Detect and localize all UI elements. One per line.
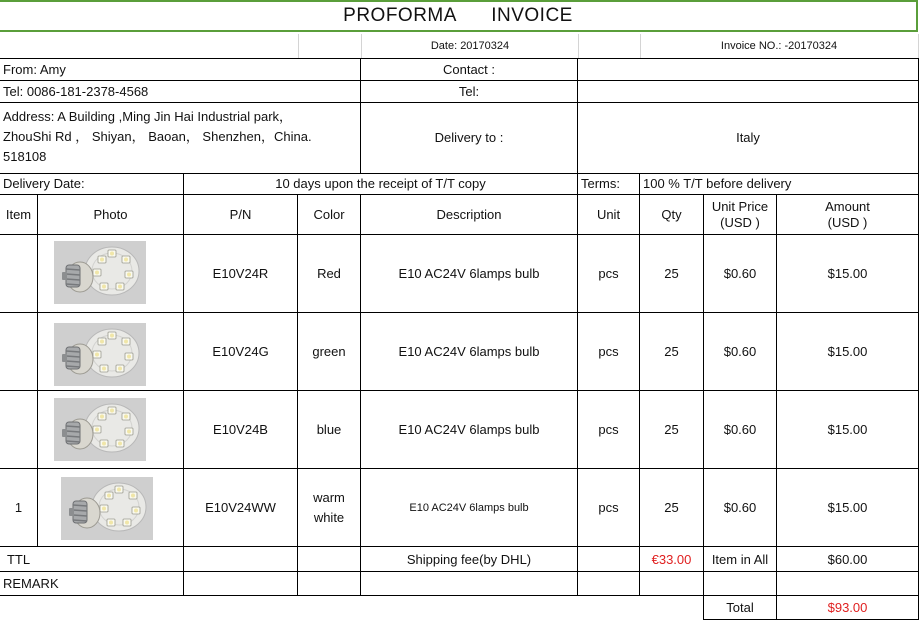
- terms-label: Terms:: [581, 176, 620, 191]
- row-item: [0, 313, 37, 391]
- row-unit: pcs: [598, 422, 619, 437]
- grid-line: [0, 546, 919, 547]
- row-color: [298, 235, 360, 313]
- led-chip-dot: [124, 415, 128, 419]
- grid-line: [703, 194, 704, 620]
- row-color: [298, 391, 360, 469]
- grid-line: [0, 468, 919, 469]
- row-unit-price: $0.60: [723, 500, 757, 515]
- delivery-to-value: Italy: [736, 130, 760, 145]
- address-line-3: 518108: [3, 149, 47, 164]
- date-cell: Date: 20170324: [430, 40, 510, 52]
- screw-thread: [73, 510, 87, 511]
- row-unit: pcs: [598, 500, 619, 515]
- tel-from-cell: Tel: 0086-181-2378-4568: [3, 84, 149, 99]
- delivery-to-label: Delivery to :: [434, 130, 504, 145]
- header-amount: [777, 195, 918, 235]
- grid-line: [0, 571, 919, 572]
- header-item: Item: [5, 207, 32, 222]
- contact-label: Contact :: [442, 62, 496, 77]
- led-bulb-image: [61, 477, 153, 540]
- grid-line: [918, 58, 919, 620]
- screw-thread: [66, 366, 80, 367]
- row-amount: $15.00: [827, 500, 868, 515]
- led-chip-dot: [95, 271, 99, 275]
- row-description: E10 AC24V 6lamps bulb: [398, 422, 540, 437]
- led-chip-dot: [102, 507, 106, 511]
- grid-line: [0, 80, 919, 81]
- led-chip-dot: [102, 442, 106, 446]
- led-chip-dot: [117, 488, 121, 492]
- screw-thread: [66, 431, 80, 432]
- row-amount: $15.00: [827, 344, 868, 359]
- row-color-line1: green: [312, 344, 346, 359]
- header-qty: Qty: [661, 207, 682, 222]
- total-label: Total: [726, 600, 754, 615]
- delivery-date-label: Delivery Date:: [3, 176, 85, 191]
- row-unit-price: $0.60: [723, 344, 757, 359]
- led-chip-dot: [127, 430, 131, 434]
- grid-line: [0, 194, 919, 195]
- led-chip-dot: [102, 285, 106, 289]
- screw-thread: [73, 505, 87, 506]
- row-unit-price: $0.60: [723, 266, 757, 281]
- base-contact: [62, 429, 67, 437]
- remark-label: REMARK: [3, 576, 59, 591]
- row-amount: $15.00: [827, 266, 868, 281]
- address-line-2: ZhouShi Rd ， Shiyan， Baoan， Shenzhen，China.: [3, 129, 312, 144]
- led-chip-dot: [110, 409, 114, 413]
- row-qty: 25: [664, 266, 679, 281]
- row-item: 1: [14, 500, 23, 515]
- grid-line: [183, 194, 184, 596]
- item-in-all-value: $60.00: [827, 551, 868, 567]
- total-value: $93.00: [827, 600, 868, 615]
- grid-line: [918, 34, 919, 58]
- row-qty: 25: [664, 500, 679, 515]
- screw-thread: [66, 441, 80, 442]
- grid-line: [360, 58, 361, 173]
- led-chip-dot: [107, 494, 111, 498]
- shipping-fee-label: Shipping fee(by DHL): [406, 551, 532, 567]
- tel-label: Tel:: [458, 84, 480, 99]
- led-chip-dot: [118, 442, 122, 446]
- screw-thread: [66, 279, 80, 280]
- led-chip-dot: [95, 353, 99, 357]
- grid-line: [360, 194, 361, 596]
- grid-line: [0, 312, 919, 313]
- led-chip-dot: [95, 428, 99, 432]
- header-unit-price-line2: (USD ): [720, 215, 760, 230]
- screw-thread: [66, 269, 80, 270]
- row-pn: E10V24R: [212, 266, 269, 281]
- grid-line: [0, 173, 919, 174]
- led-chip-dot: [100, 258, 104, 262]
- ttl-label: TTL: [6, 551, 31, 567]
- row-unit: pcs: [598, 266, 619, 281]
- led-chip-dot: [110, 334, 114, 338]
- led-bulb-photo: [54, 241, 146, 304]
- led-chip-dot: [127, 355, 131, 359]
- led-chip-dot: [134, 509, 138, 513]
- led-bulb-image: [54, 398, 146, 461]
- led-chip-dot: [131, 494, 135, 498]
- row-color-line1: blue: [316, 422, 342, 437]
- address-cell: [0, 103, 360, 173]
- row-amount: $15.00: [827, 422, 868, 437]
- led-chip-dot: [100, 340, 104, 344]
- grid-line: [0, 390, 919, 391]
- row-description: E10 AC24V 6lamps bulb: [398, 266, 540, 281]
- row-qty: 25: [664, 344, 679, 359]
- led-chip-dot: [109, 521, 113, 525]
- screw-thread: [66, 361, 80, 362]
- grid-line: [0, 102, 919, 103]
- grid-line: [703, 619, 919, 620]
- header-amount-line1: Amount: [825, 199, 870, 214]
- led-bulb-image: [54, 323, 146, 386]
- header-amount-line2: (USD ): [827, 215, 868, 230]
- grid-line: [361, 34, 362, 58]
- grid-line: [640, 34, 641, 58]
- grid-line: [578, 34, 579, 58]
- row-color: [298, 313, 360, 391]
- grid-line: [298, 34, 299, 58]
- row-pn: E10V24G: [212, 344, 269, 359]
- row-description: E10 AC24V 6lamps bulb: [409, 502, 529, 514]
- led-bulb-photo: [54, 398, 146, 461]
- led-chip-dot: [118, 285, 122, 289]
- header-color: Color: [313, 207, 345, 222]
- row-item: [0, 235, 37, 313]
- base-contact: [69, 508, 74, 516]
- grid-line: [776, 194, 777, 620]
- grid-line: [183, 173, 184, 195]
- base-contact: [62, 354, 67, 362]
- header-description: Description: [436, 207, 502, 222]
- screw-thread: [73, 515, 87, 516]
- grid-line: [297, 194, 298, 596]
- led-chip-dot: [127, 273, 131, 277]
- delivery-date-value: 10 days upon the receipt of T/T copy: [275, 176, 486, 191]
- screw-thread: [66, 426, 80, 427]
- row-color-line2: white: [313, 510, 345, 525]
- led-chip-dot: [125, 521, 129, 525]
- header-unit-price-line1: Unit Price: [711, 199, 769, 214]
- grid-line: [577, 194, 578, 596]
- address-line-1: Address: A Building ,Ming Jin Hai Industrial park，: [3, 109, 293, 124]
- screw-thread: [66, 351, 80, 352]
- grid-line: [37, 194, 38, 547]
- led-chip-dot: [118, 367, 122, 371]
- row-color: [298, 469, 360, 547]
- screw-thread: [66, 274, 80, 275]
- led-chip-dot: [124, 340, 128, 344]
- row-unit: pcs: [598, 344, 619, 359]
- grid-line: [0, 58, 919, 59]
- header-photo: Photo: [93, 207, 128, 222]
- row-pn: E10V24B: [213, 422, 268, 437]
- led-bulb-photo: [61, 477, 153, 540]
- grid-line: [639, 194, 640, 596]
- grid-line: [639, 173, 640, 195]
- row-pn: E10V24WW: [205, 500, 276, 515]
- row-item: [0, 391, 37, 469]
- grid-line: [577, 173, 578, 195]
- header-unit-price: [704, 195, 776, 235]
- header-unit: Unit: [596, 207, 621, 222]
- grid-line: [577, 58, 578, 173]
- row-qty: 25: [664, 422, 679, 437]
- row-unit-price: $0.60: [723, 422, 757, 437]
- led-chip-dot: [100, 415, 104, 419]
- led-bulb-image: [54, 241, 146, 304]
- grid-line: [0, 595, 919, 596]
- grid-line: [0, 234, 919, 235]
- header-pn: P/N: [229, 207, 252, 222]
- row-color-line1: Red: [317, 266, 341, 281]
- terms-value: 100 % T/T before delivery: [643, 176, 792, 191]
- led-chip-dot: [124, 258, 128, 262]
- screw-thread: [66, 436, 80, 437]
- invoice-title: PROFORMA INVOICE: [0, 0, 918, 32]
- row-description: E10 AC24V 6lamps bulb: [398, 344, 540, 359]
- item-in-all-label: Item in All: [711, 551, 769, 567]
- screw-thread: [66, 356, 80, 357]
- row-color-line1: warm: [313, 490, 345, 505]
- screw-thread: [66, 284, 80, 285]
- shipping-fee-value: €33.00: [651, 551, 692, 567]
- led-chip-dot: [110, 252, 114, 256]
- base-contact: [62, 272, 67, 280]
- from-cell: From: Amy: [3, 62, 66, 77]
- led-chip-dot: [102, 367, 106, 371]
- screw-thread: [73, 520, 87, 521]
- led-bulb-photo: [54, 323, 146, 386]
- invoice-number-cell: Invoice NO.: -20170324: [720, 40, 838, 52]
